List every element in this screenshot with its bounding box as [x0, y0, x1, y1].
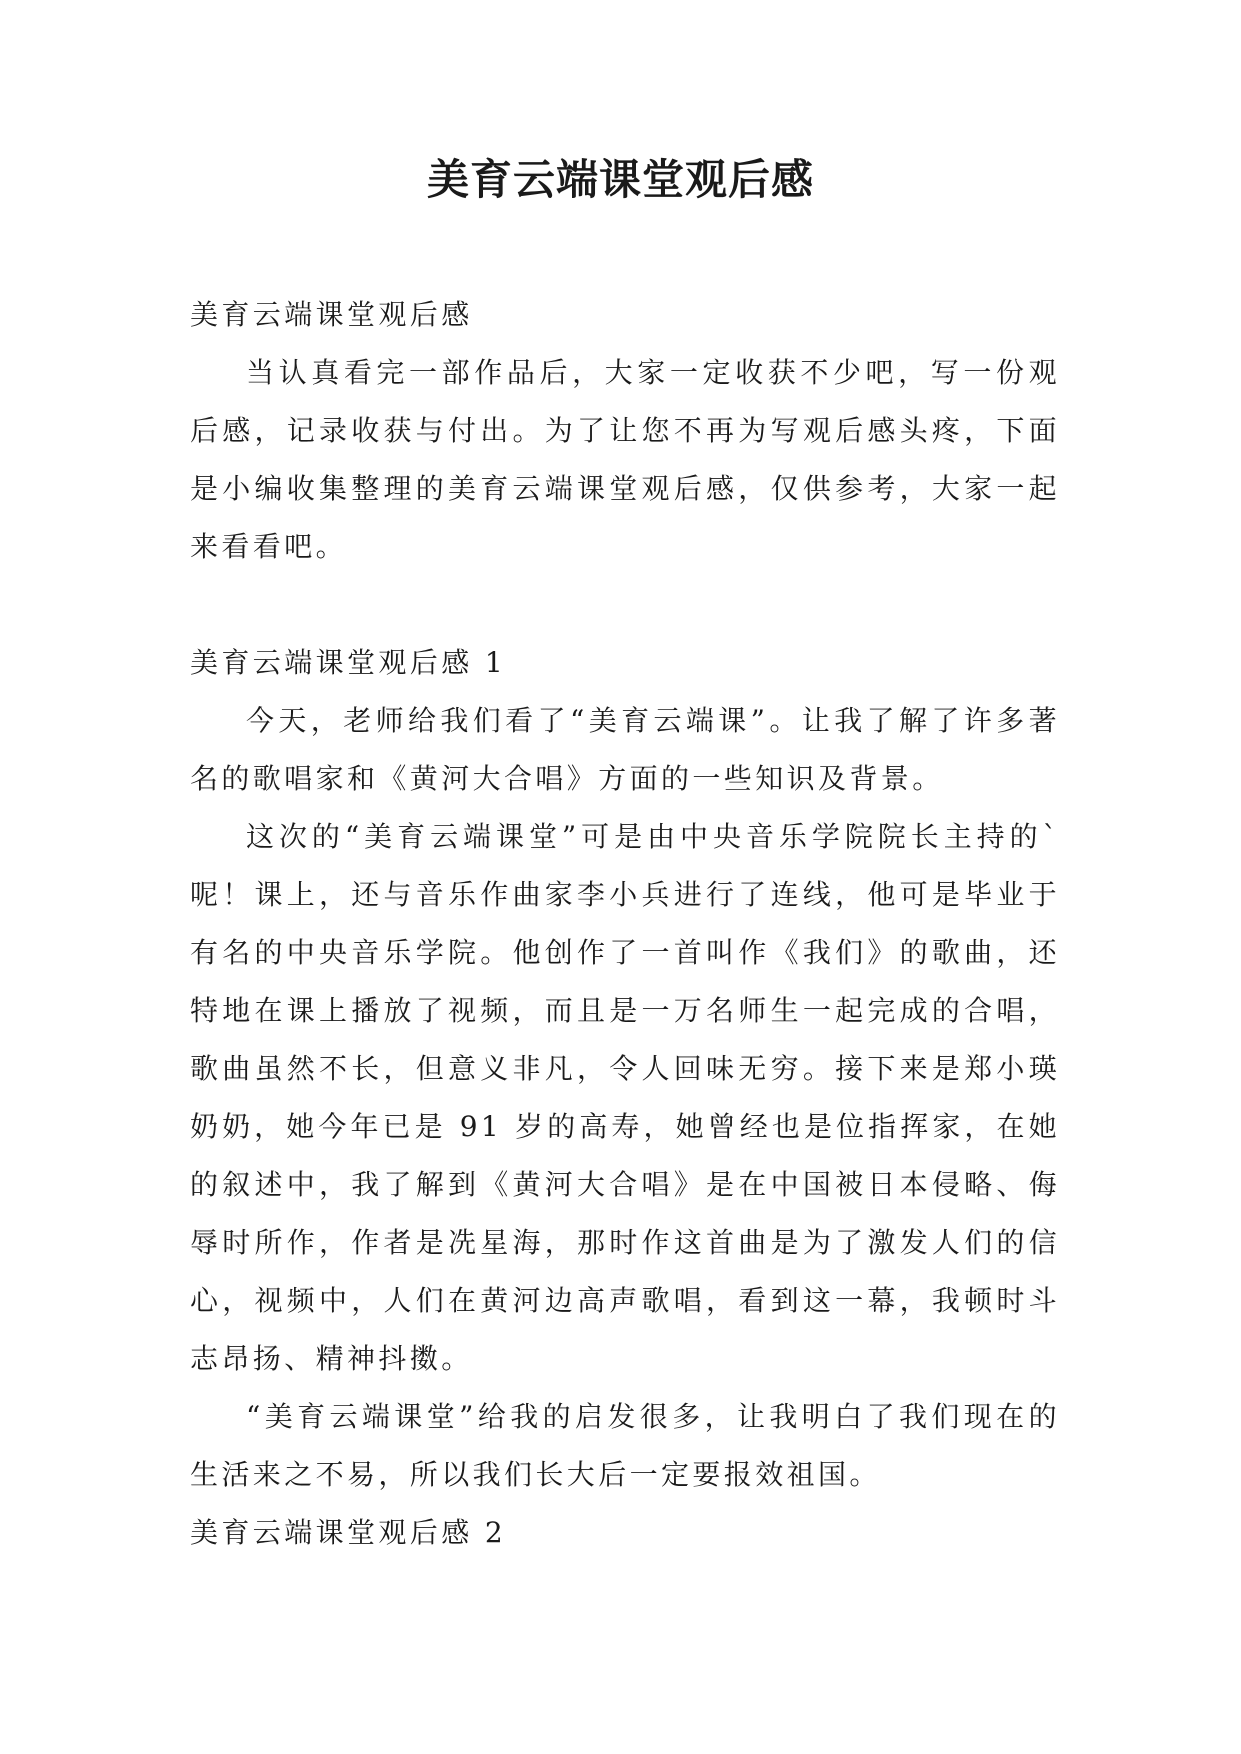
section-1-paragraph-2: 这次的“美育云端课堂”可是由中央音乐学院院长主持的`呢！课上，还与音乐作曲家李小兵进行了连线，他可是毕业于有名的中央音乐学院。他创作了一首叫作《我们》的歌曲，还特地在课上播放了视频，而且是一万名师生一起完成的合唱，歌曲虽然不长，但意义非凡，令人回味无穷。接下来是郑小瑛奶奶，她今年已是 91 岁的高寿，她曾经也是位指挥家，在她的叙述中，我了解到《黄河大合唱》是在中国被日本侵略、侮辱时所作，作者是冼星海，那时作这首曲是为了激发人们的信心，视频中，人们在黄河边高声歌唱，看到这一幕，我顿时斗志昂扬、精神抖擞。	[190, 820, 1060, 1375]
intro-paragraph: 当认真看完一部作品后，大家一定收获不少吧，写一份观后感，记录收获与付出。为了让您不再为写观后感头疼，下面是小编收集整理的美育云端课堂观后感，仅供参考，大家一起来看看吧。	[190, 356, 1060, 563]
document-title: 美育云端课堂观后感	[426, 155, 814, 204]
document-body	[190, 286, 1060, 1562]
section-1-paragraph-1: 今天，老师给我们看了“美育云端课”。让我了解了许多著名的歌唱家和《黄河大合唱》方面的一些知识及背景。	[190, 704, 1060, 795]
section-1-paragraph-3: “美育云端课堂”给我的启发很多，让我明白了我们现在的生活来之不易，所以我们长大后一定要报效祖国。	[190, 1400, 1060, 1491]
intro-heading: 美育云端课堂观后感	[190, 298, 473, 331]
section-1-heading: 美育云端课堂观后感 1	[190, 646, 507, 679]
section-spacer	[190, 576, 1060, 634]
section-2-heading: 美育云端课堂观后感 2	[190, 1516, 507, 1549]
